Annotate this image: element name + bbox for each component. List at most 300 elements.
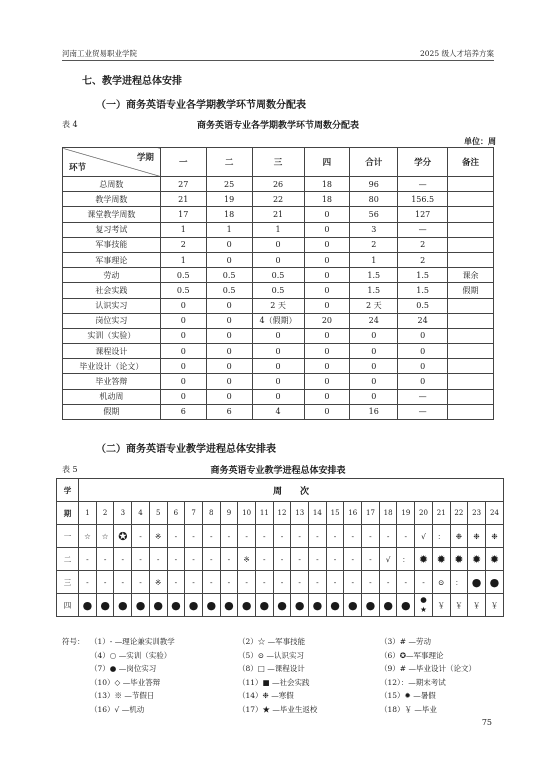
schedule-cell: -	[255, 548, 273, 571]
table-cell: 1.5	[398, 283, 448, 298]
legend-item: （8）□ —课程设计	[238, 664, 305, 673]
schedule-cell: -	[132, 525, 150, 548]
schedule-cell: -	[79, 571, 97, 594]
row-label: 课程设计	[63, 344, 161, 359]
table-cell	[448, 328, 494, 343]
column-header: 合计	[350, 148, 398, 177]
table-row	[63, 404, 494, 419]
table-cell: 0	[350, 389, 398, 404]
table-cell: 1	[252, 222, 304, 237]
legend-item: （6）✪—军事理论	[380, 650, 444, 660]
table-cell: 22	[252, 192, 304, 207]
table-cell: 0	[304, 237, 350, 252]
table-cell: 0	[252, 344, 304, 359]
schedule-cell: ●	[397, 594, 415, 617]
schedule-cell: -	[273, 548, 291, 571]
table-cell	[448, 192, 494, 207]
schedule-cell: √	[415, 525, 433, 548]
schedule-cell: -	[309, 548, 327, 571]
schedule-cell: ●	[79, 594, 97, 617]
table-row	[63, 313, 494, 328]
table-row	[63, 237, 494, 252]
table-cell: 1.5	[350, 268, 398, 283]
schedule-cell: -	[326, 525, 344, 548]
table-cell: 0	[304, 268, 350, 283]
table-cell: 0	[160, 344, 206, 359]
schedule-cell: ※	[149, 525, 167, 548]
table-cell: 0	[304, 374, 350, 389]
schedule-cell: ❉	[450, 525, 468, 548]
table-cell: 0	[206, 344, 252, 359]
table-cell: 0	[398, 328, 448, 343]
legend-item: （4）○ —实训（实验）	[90, 650, 172, 660]
week-number: 12	[273, 502, 291, 525]
table5-title: 商务英语专业教学进程总体安排表	[210, 466, 346, 476]
schedule-cell: -	[149, 548, 167, 571]
schedule-cell: -	[344, 548, 362, 571]
table-cell: 0	[252, 252, 304, 267]
week-number: 7	[185, 502, 203, 525]
schedule-cell: ●	[220, 594, 238, 617]
row-label: 教学周数	[63, 192, 161, 207]
schedule-cell: -	[79, 548, 97, 571]
table-cell: 0	[206, 328, 252, 343]
schedule-cell: -	[326, 548, 344, 571]
symbol-legend	[62, 635, 502, 716]
table-cell: 27	[160, 177, 206, 192]
table-cell: 17	[160, 207, 206, 222]
schedule-cell: -	[362, 571, 380, 594]
schedule-cell: -	[96, 548, 114, 571]
schedule-cell: -	[291, 525, 309, 548]
table-cell: 21	[252, 207, 304, 222]
table-cell: 21	[160, 192, 206, 207]
term-row	[57, 571, 504, 594]
schedule-cell: -	[344, 571, 362, 594]
table-cell: 假期	[448, 283, 494, 298]
table-cell: 156.5	[398, 192, 448, 207]
week-number: 4	[132, 502, 150, 525]
table-row	[63, 268, 494, 283]
schedule-cell: ✹	[468, 548, 486, 571]
column-header: 一	[160, 148, 206, 177]
schedule-cell: -	[132, 548, 150, 571]
schedule-cell: -	[273, 571, 291, 594]
schedule-cell: ❉	[485, 525, 503, 548]
week-number: 21	[432, 502, 450, 525]
schedule-cell: √	[379, 548, 397, 571]
table-cell: 18	[304, 192, 350, 207]
table-cell: 0.5	[398, 298, 448, 313]
schedule-cell: ：	[397, 548, 415, 571]
week-number: 1	[79, 502, 97, 525]
week-number: 6	[167, 502, 185, 525]
table-cell: 1	[160, 222, 206, 237]
legend-item: （5）⊙ —认识实习	[238, 650, 304, 660]
table-cell: 4（假期）	[252, 313, 304, 328]
legend-row	[62, 676, 502, 690]
legend-item: （13）※ —节假日	[90, 691, 155, 700]
row-label: 认识实习	[63, 298, 161, 313]
term-row	[57, 525, 504, 548]
schedule-cell: -	[379, 571, 397, 594]
schedule-cell: -	[202, 571, 220, 594]
table-cell: 80	[350, 192, 398, 207]
week-number: 20	[415, 502, 433, 525]
table-row	[63, 222, 494, 237]
schedule-cell: -	[202, 548, 220, 571]
table-cell: 0	[160, 374, 206, 389]
table-cell: 56	[350, 207, 398, 222]
corner-cell	[63, 148, 161, 177]
table-cell: 20	[304, 313, 350, 328]
schedule-cell: ●	[362, 594, 380, 617]
week-number: 3	[114, 502, 132, 525]
table-cell: 6	[160, 404, 206, 419]
schedule-cell: ✹	[415, 548, 433, 571]
table-cell: —	[398, 389, 448, 404]
schedule-cell: ✹	[485, 548, 503, 571]
table-row	[63, 177, 494, 192]
table-cell: 0	[252, 328, 304, 343]
week-number: 22	[450, 502, 468, 525]
table-cell: 0	[304, 252, 350, 267]
table-cell	[448, 389, 494, 404]
table-cell: 0	[206, 359, 252, 374]
schedule-cell: -	[344, 525, 362, 548]
table-cell	[448, 252, 494, 267]
week-number: 8	[202, 502, 220, 525]
schedule-cell: -	[273, 525, 291, 548]
schedule-cell: -	[96, 571, 114, 594]
table-cell: 0	[304, 359, 350, 374]
table-cell: 0	[252, 359, 304, 374]
schedule-cell: -	[415, 571, 433, 594]
column-header: 二	[206, 148, 252, 177]
table-cell: 127	[398, 207, 448, 222]
header-school: 河南工业贸易职业学院	[62, 49, 137, 58]
row-label: 复习考试	[63, 222, 161, 237]
legend-item: （17）★ —毕业生返校	[238, 704, 318, 714]
week-number-label: 周 次	[79, 479, 504, 502]
schedule-cell: ●	[114, 594, 132, 617]
schedule-cell: ●	[185, 594, 203, 617]
term-label: 一	[57, 525, 79, 548]
schedule-cell: ●	[96, 594, 114, 617]
schedule-cell: -	[397, 525, 415, 548]
legend-item: （16）√ —机动	[90, 704, 145, 714]
legend-item: （11）■ —社会实践	[238, 677, 310, 687]
table-cell: 0	[398, 359, 448, 374]
row-label: 机动周	[63, 389, 161, 404]
table-cell: 1.5	[350, 283, 398, 298]
table-row	[63, 359, 494, 374]
table-cell: 4	[252, 404, 304, 419]
term-row	[57, 594, 504, 617]
term-label: 三	[57, 571, 79, 594]
schedule-cell: ※	[149, 571, 167, 594]
table-cell: 18	[304, 177, 350, 192]
schedule-cell: -	[309, 525, 327, 548]
schedule-cell: -	[326, 571, 344, 594]
subsection-title-1: （一）商务英语专业各学期教学环节周数分配表	[96, 100, 306, 111]
legend-label: 符号：	[62, 637, 85, 646]
table-cell: 0	[350, 359, 398, 374]
legend-row	[62, 649, 502, 663]
table-cell: 2	[160, 237, 206, 252]
table-cell: 课余	[448, 268, 494, 283]
table-cell: 0	[304, 404, 350, 419]
legend-item: （9）# —毕业设计（论文）	[380, 664, 476, 673]
week-number: 5	[149, 502, 167, 525]
schedule-cell: ●	[132, 594, 150, 617]
header-doc: 2025 级人才培养方案	[420, 49, 494, 58]
schedule-cell: -	[379, 525, 397, 548]
schedule-cell: ✪	[114, 525, 132, 548]
legend-row	[62, 662, 502, 676]
term-corner-top: 学	[57, 479, 79, 502]
row-label: 社会实践	[63, 283, 161, 298]
schedule-cell: -	[362, 548, 380, 571]
table-cell: 24	[398, 313, 448, 328]
table-cell	[448, 207, 494, 222]
schedule-cell: -	[220, 548, 238, 571]
week-numbers-row	[57, 502, 504, 525]
table-cell: —	[398, 177, 448, 192]
table-cell: 0.5	[252, 268, 304, 283]
corner-item-label: 环节	[69, 163, 87, 173]
legend-item: （2）☆ —军事技能	[238, 637, 306, 646]
week-number: 15	[326, 502, 344, 525]
week-number: 24	[485, 502, 503, 525]
week-number: 16	[344, 502, 362, 525]
schedule-cell: -	[291, 548, 309, 571]
table-cell: 16	[350, 404, 398, 419]
legend-item: （1）- —理论兼实训教学	[90, 637, 175, 646]
schedule-cell: ☆	[79, 525, 97, 548]
legend-item: （12）：—期末考试	[380, 677, 446, 687]
table-cell	[448, 237, 494, 252]
table-cell: 0	[304, 344, 350, 359]
table-cell: 3	[350, 222, 398, 237]
schedule-cell: ￥	[485, 594, 503, 617]
table-row	[63, 283, 494, 298]
table-cell: 0	[206, 374, 252, 389]
table-cell: 0	[304, 389, 350, 404]
table-cell: 0	[160, 298, 206, 313]
table-cell	[448, 359, 494, 374]
row-label: 劳动	[63, 268, 161, 283]
table-cell: 24	[350, 313, 398, 328]
table-cell	[448, 344, 494, 359]
table-cell: 0	[206, 313, 252, 328]
table-row	[63, 389, 494, 404]
row-label: 毕业答辩	[63, 374, 161, 389]
table-cell: 0	[206, 389, 252, 404]
table4-number: 表 4	[62, 120, 78, 129]
schedule-cell: -	[167, 571, 185, 594]
table-cell: 0.5	[160, 268, 206, 283]
table-cell	[448, 313, 494, 328]
row-label: 军事理论	[63, 252, 161, 267]
table-cell: 0	[206, 237, 252, 252]
column-header: 三	[252, 148, 304, 177]
column-header: 四	[304, 148, 350, 177]
section-title: 七、教学进程总体安排	[82, 76, 182, 87]
table-cell: 0	[206, 252, 252, 267]
table5-number: 表 5	[62, 465, 78, 474]
schedule-cell: ✹	[432, 548, 450, 571]
schedule-cell: -	[167, 548, 185, 571]
schedule-cell: -	[309, 571, 327, 594]
table-cell	[448, 177, 494, 192]
table-cell: 0	[252, 389, 304, 404]
legend-item: （15）✹ —暑假	[380, 691, 436, 700]
week-number: 23	[468, 502, 486, 525]
schedule-cell: ●	[468, 571, 486, 594]
table-cell: 0	[398, 344, 448, 359]
legend-item: （3）# —劳动	[380, 637, 431, 646]
schedule-cell: ●	[344, 594, 362, 617]
table-cell: 18	[206, 207, 252, 222]
schedule-cell: ●	[255, 594, 273, 617]
table-cell: 0	[304, 283, 350, 298]
table-row	[63, 344, 494, 359]
row-label: 课堂教学周数	[63, 207, 161, 222]
table-cell	[448, 298, 494, 313]
schedule-cell: -	[397, 571, 415, 594]
schedule-cell: ●	[326, 594, 344, 617]
schedule-cell: ：	[450, 571, 468, 594]
page-header	[62, 46, 494, 61]
week-number: 10	[238, 502, 256, 525]
table-row	[63, 207, 494, 222]
table-cell: 0	[304, 328, 350, 343]
schedule-cell: ※	[238, 548, 256, 571]
row-label: 军事技能	[63, 237, 161, 252]
table-cell: 2	[398, 237, 448, 252]
table-cell: 0	[160, 389, 206, 404]
schedule-cell: ￥	[432, 594, 450, 617]
schedule-cell: -	[362, 525, 380, 548]
schedule-cell: -	[132, 571, 150, 594]
week-number: 2	[96, 502, 114, 525]
subsection-title-2: （二）商务英语专业教学进程总体安排表	[96, 444, 276, 455]
table-cell: 0	[160, 359, 206, 374]
table-row	[63, 298, 494, 313]
table-cell: 0	[350, 374, 398, 389]
table-cell: 0	[350, 344, 398, 359]
schedule-cell: ⊙	[432, 571, 450, 594]
row-label: 总周数	[63, 177, 161, 192]
table-cell: 0	[304, 207, 350, 222]
schedule-cell: -	[255, 571, 273, 594]
corner-term-label: 学期	[136, 153, 154, 163]
table-cell	[448, 404, 494, 419]
table-cell: 0	[398, 374, 448, 389]
page-number: 75	[481, 718, 492, 727]
legend-item: （18）￥ —毕业	[380, 704, 437, 714]
schedule-cell: ●	[485, 571, 503, 594]
schedule-cell: -	[220, 525, 238, 548]
schedule-cell: -	[167, 525, 185, 548]
legend-item: （7）● —岗位实习	[90, 664, 157, 673]
table-cell: 0	[252, 374, 304, 389]
table4-header-row	[63, 148, 494, 177]
week-number: 17	[362, 502, 380, 525]
legend-row	[62, 703, 502, 717]
table-cell: 96	[350, 177, 398, 192]
table-row	[63, 192, 494, 207]
schedule-cell: ●	[202, 594, 220, 617]
table-cell: 19	[206, 192, 252, 207]
table-cell: 1	[350, 252, 398, 267]
week-number: 13	[291, 502, 309, 525]
legend-item: （10）◇ —毕业答辩	[90, 677, 161, 687]
table-cell: 0.5	[160, 283, 206, 298]
table-cell: —	[398, 404, 448, 419]
schedule-cell: ●	[167, 594, 185, 617]
row-label: 假期	[63, 404, 161, 419]
schedule-cell: -	[114, 548, 132, 571]
schedule-cell: ☆	[96, 525, 114, 548]
table-cell: —	[398, 222, 448, 237]
week-title-row	[57, 479, 504, 502]
table-row	[63, 328, 494, 343]
table4-unit: 单位：周	[464, 136, 496, 146]
week-number: 14	[309, 502, 327, 525]
table-cell	[448, 374, 494, 389]
schedule-cell: ：	[432, 525, 450, 548]
table-cell: 6	[206, 404, 252, 419]
table-cell: 2	[350, 237, 398, 252]
table-cell: 2 天	[252, 298, 304, 313]
week-number: 11	[255, 502, 273, 525]
table-row	[63, 374, 494, 389]
row-label: 实训（实验）	[63, 328, 161, 343]
schedule-cell: ●	[379, 594, 397, 617]
table-cell: 0	[304, 298, 350, 313]
schedule-cell: ●	[149, 594, 167, 617]
week-number: 9	[220, 502, 238, 525]
table-cell	[448, 222, 494, 237]
term-row	[57, 548, 504, 571]
table-cell: 1	[206, 222, 252, 237]
schedule-cell: -	[185, 571, 203, 594]
table-cell: 0	[350, 328, 398, 343]
schedule-cell: -	[202, 525, 220, 548]
row-label: 岗位实习	[63, 313, 161, 328]
table-cell: 2 天	[350, 298, 398, 313]
column-header: 备注	[448, 148, 494, 177]
legend-item: （14）❉ —寒假	[238, 691, 294, 700]
table-cell: 0	[252, 237, 304, 252]
schedule-cell: ￥	[450, 594, 468, 617]
schedule-cell: ❉	[468, 525, 486, 548]
week-number: 19	[397, 502, 415, 525]
schedule-cell: ●	[238, 594, 256, 617]
table-cell: 25	[206, 177, 252, 192]
table4-caption	[62, 118, 494, 132]
schedule-cell: ●	[309, 594, 327, 617]
legend-row	[62, 635, 502, 649]
table-cell: 0.5	[252, 283, 304, 298]
table5-caption	[62, 463, 494, 477]
schedule-cell: ￥	[468, 594, 486, 617]
table-cell: 1	[160, 252, 206, 267]
table4-title: 商务英语专业各学期教学环节周数分配表	[196, 121, 359, 131]
table-cell: 0.5	[206, 268, 252, 283]
